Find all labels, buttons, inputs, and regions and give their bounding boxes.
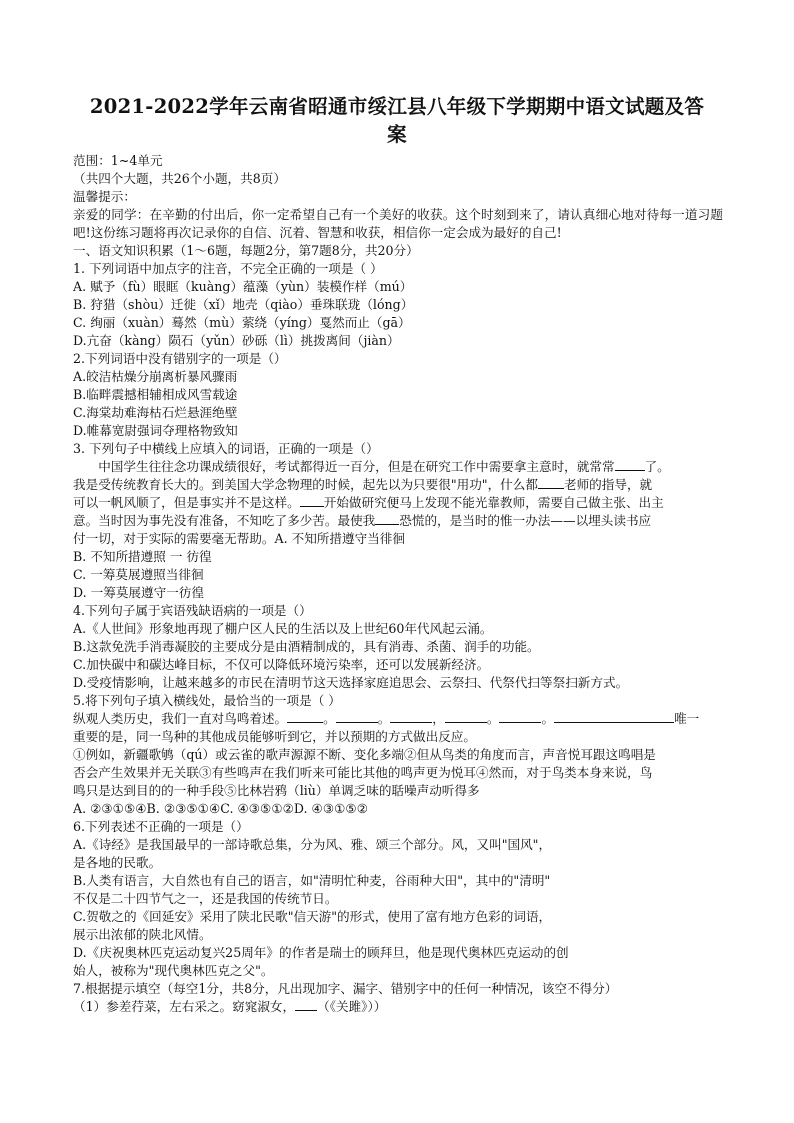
question-stem: 2.下列词语中没有错别字的一项是（） (73, 351, 287, 366)
fill-blank[interactable] (445, 710, 487, 723)
title-line-1: 2021-2022学年云南省昭通市绥江县八年级下学期期中语文试题及答 (89, 95, 705, 118)
option-c: C. 一筹莫展遵照当徘徊 (73, 567, 204, 582)
option-b: B. 不知所措遵照 一 彷徨 (73, 549, 212, 564)
option-b: B.临畔震撼相辅相成风雪载途 (73, 387, 238, 402)
fill-blank[interactable] (336, 710, 378, 723)
fill-blank[interactable] (300, 494, 324, 507)
exam-range: 范围：1~4单元 (73, 153, 163, 168)
passage-line: 付一切，对于实际的需要毫无帮助。A. 不知所措遵守当徘徊 (73, 531, 405, 546)
fill-blank[interactable] (615, 458, 645, 471)
question-5 (73, 692, 723, 818)
option-c: C.海棠劫难海枯石烂悬涯绝壁 (73, 405, 238, 420)
option-c: C.加快碳中和碳达峰目标，不仅可以降低环境污染率，还可以发展新经济。 (73, 657, 490, 672)
question-stem: 6.下列表述不正确的一项是（） (73, 819, 249, 834)
passage-line: ①例如，新疆歌鸲（qú）或云雀的歌声源源不断、变化多端②但从鸟类的角度而言，声音悦耳跟这鸣唱是 (73, 747, 656, 762)
question-4 (73, 602, 723, 692)
option-b-cont: 不仅是二十四节气之一，还是我国的传统节日。 (73, 891, 338, 906)
question-3 (73, 440, 723, 602)
passage-line: 意。当时因为事先没有准备，不知吃了多少苦。最使我 恐慌的，是当时的惟一办法——以埋头读书应 (73, 513, 652, 528)
options-row: A. ②③①⑤④B. ②③⑤①④C. ④③⑤①②D. ④③①⑤② (73, 801, 369, 816)
section-1-heading: 一、语文知识积累（1～6题，每题2分，第7题8分，共20分） (73, 243, 419, 258)
question-1 (73, 260, 723, 350)
option-a: A.《诗经》是我国最早的一部诗歌总集，分为风、雅、颂三个部分。风，又叫"国风"， (73, 837, 552, 852)
option-a: A. 赋予（fù）眼眶（kuàng）蕴藻（yùn）装模作样（mú） (73, 279, 413, 294)
passage-line: 纵观人类历史，我们一直对鸟鸣着述。 。 。 ， 。 。 唯一 (73, 711, 700, 726)
option-d: D.受疫情影响，让越来越多的市民在清明节这天选择家庭追思会、云祭扫、代祭代扫等祭扫新方式。 (73, 675, 629, 690)
option-b: B.人类有语言，大自然也有自己的语言，如"清明忙种麦，谷雨种大田"，其中的"清明" (73, 873, 551, 888)
fill-blank[interactable] (554, 710, 674, 723)
fill-blank[interactable] (375, 512, 399, 525)
option-c: C. 绚丽（xuàn）蓦然（mù）萦绕（yíng）戛然而止（gā） (73, 315, 411, 330)
option-b: B.这款免洗手消毒凝胶的主要成分是由酒精制成的，具有消毒、杀菌、润手的功能。 (73, 639, 540, 654)
fill-blank[interactable] (538, 476, 564, 489)
option-b: B. 狩猎（shòu）迁徙（xǐ）地壳（qiào）垂珠联珑（lóng） (73, 297, 414, 312)
document-title (70, 93, 724, 149)
question-stem: 3. 下列句子中横线上应填入的词语，正确的一项是（） (73, 441, 379, 456)
tip-label: 温馨提示： (73, 189, 136, 204)
fill-item-1: （1）参差荇菜，左右采之。窈窕淑女， （《关雎》）） (73, 999, 387, 1014)
option-c: C.贺敬之的《回延安》采用了陕北民歌"信天游"的形式，使用了富有地方色彩的词语， (73, 909, 552, 924)
passage-line: 我是受传统教育长大的。到美国大学念物理的时候，起先以为只要很"用功"，什么都 老师的指导，就 (73, 477, 653, 492)
fill-blank[interactable] (287, 710, 323, 723)
question-stem: 4.下列句子属于宾语残缺语病的一项是（） (73, 603, 312, 618)
question-2 (73, 350, 723, 440)
fill-blank[interactable] (390, 710, 432, 723)
option-a: A.《人世间》形象地再现了棚户区人民的生活以及上世纪60年代风起云涌。 (73, 621, 493, 636)
tip-text: 亲爱的同学：在辛勤的付出后，你一定希望自己有一个美好的收获。这个时刻到来了，请认真细心地对待每一道习题吧!这份练习题将再次记录你的自信、沉着、智慧和收获，相信你一定会成为最好的自己! (73, 207, 723, 240)
option-a: A.皎洁枯燥分崩离析暴风骤雨 (73, 369, 238, 384)
fill-blank[interactable] (295, 998, 317, 1011)
option-d: D. 一筹莫展遵守一彷徨 (73, 585, 204, 600)
option-d: D.帷幕宽尉强词夺理格物致知 (73, 423, 238, 438)
option-c-cont: 展示出浓郁的陕北风情。 (73, 927, 212, 942)
question-6 (73, 818, 723, 980)
option-d: D.亢奋（kàng）陨石（yǔn）砂砾（lì）挑拨离间（jiàn） (73, 333, 400, 348)
passage-line: 可以一帆风顺了，但是事实并不是这样。 开始做研究便马上发现不能光靠教师，需要自己做主张、出主 (73, 495, 664, 510)
fill-blank[interactable] (499, 710, 541, 723)
passage-line: 否会产生效果并无关联③有些鸣声在我们听来可能比其他的鸣声更为悦耳④然而，对于鸟类本身来说，鸟 (73, 765, 653, 780)
question-stem: 1. 下列词语中加点字的注音，不完全正确的一项是（ ） (73, 261, 383, 276)
passage-line: 中国学生往往念功课成绩很好，考试都得近一百分，但是在研究工作中需要拿主意时，就常常 了。 (98, 459, 670, 474)
option-d: D.《庆祝奥林匹克运动复兴25周年》的作者是瑞士的顾拜旦，他是现代奥林匹克运动的创 (73, 945, 569, 960)
title-line-2: 案 (387, 123, 407, 146)
option-a-cont: 是各地的民歌。 (73, 855, 162, 870)
option-d-cont: 始人，被称为"现代奥林匹克之父"。 (73, 963, 274, 978)
passage-line: 鸣只是达到目的的一种手段⑤比林岩鸦（liù）单调乏味的聒噪声动听得多 (73, 783, 480, 798)
passage-line: 重要的是，同一鸟种的其他成员能够听到它，并以预期的方式做出反应。 (73, 729, 476, 744)
question-stem: 5.将下列句子填入横线处，最恰当的一项是（ ） (73, 693, 341, 708)
document-body (73, 152, 723, 1016)
question-7 (73, 980, 723, 1016)
question-stem: 7.根据提示填空（每空1分，共8分，凡出现加字、漏字、错别字中的任何一种情况，该空不得分） (73, 981, 618, 996)
exam-structure: （共四个大题，共26个小题，共8页） (73, 171, 286, 186)
